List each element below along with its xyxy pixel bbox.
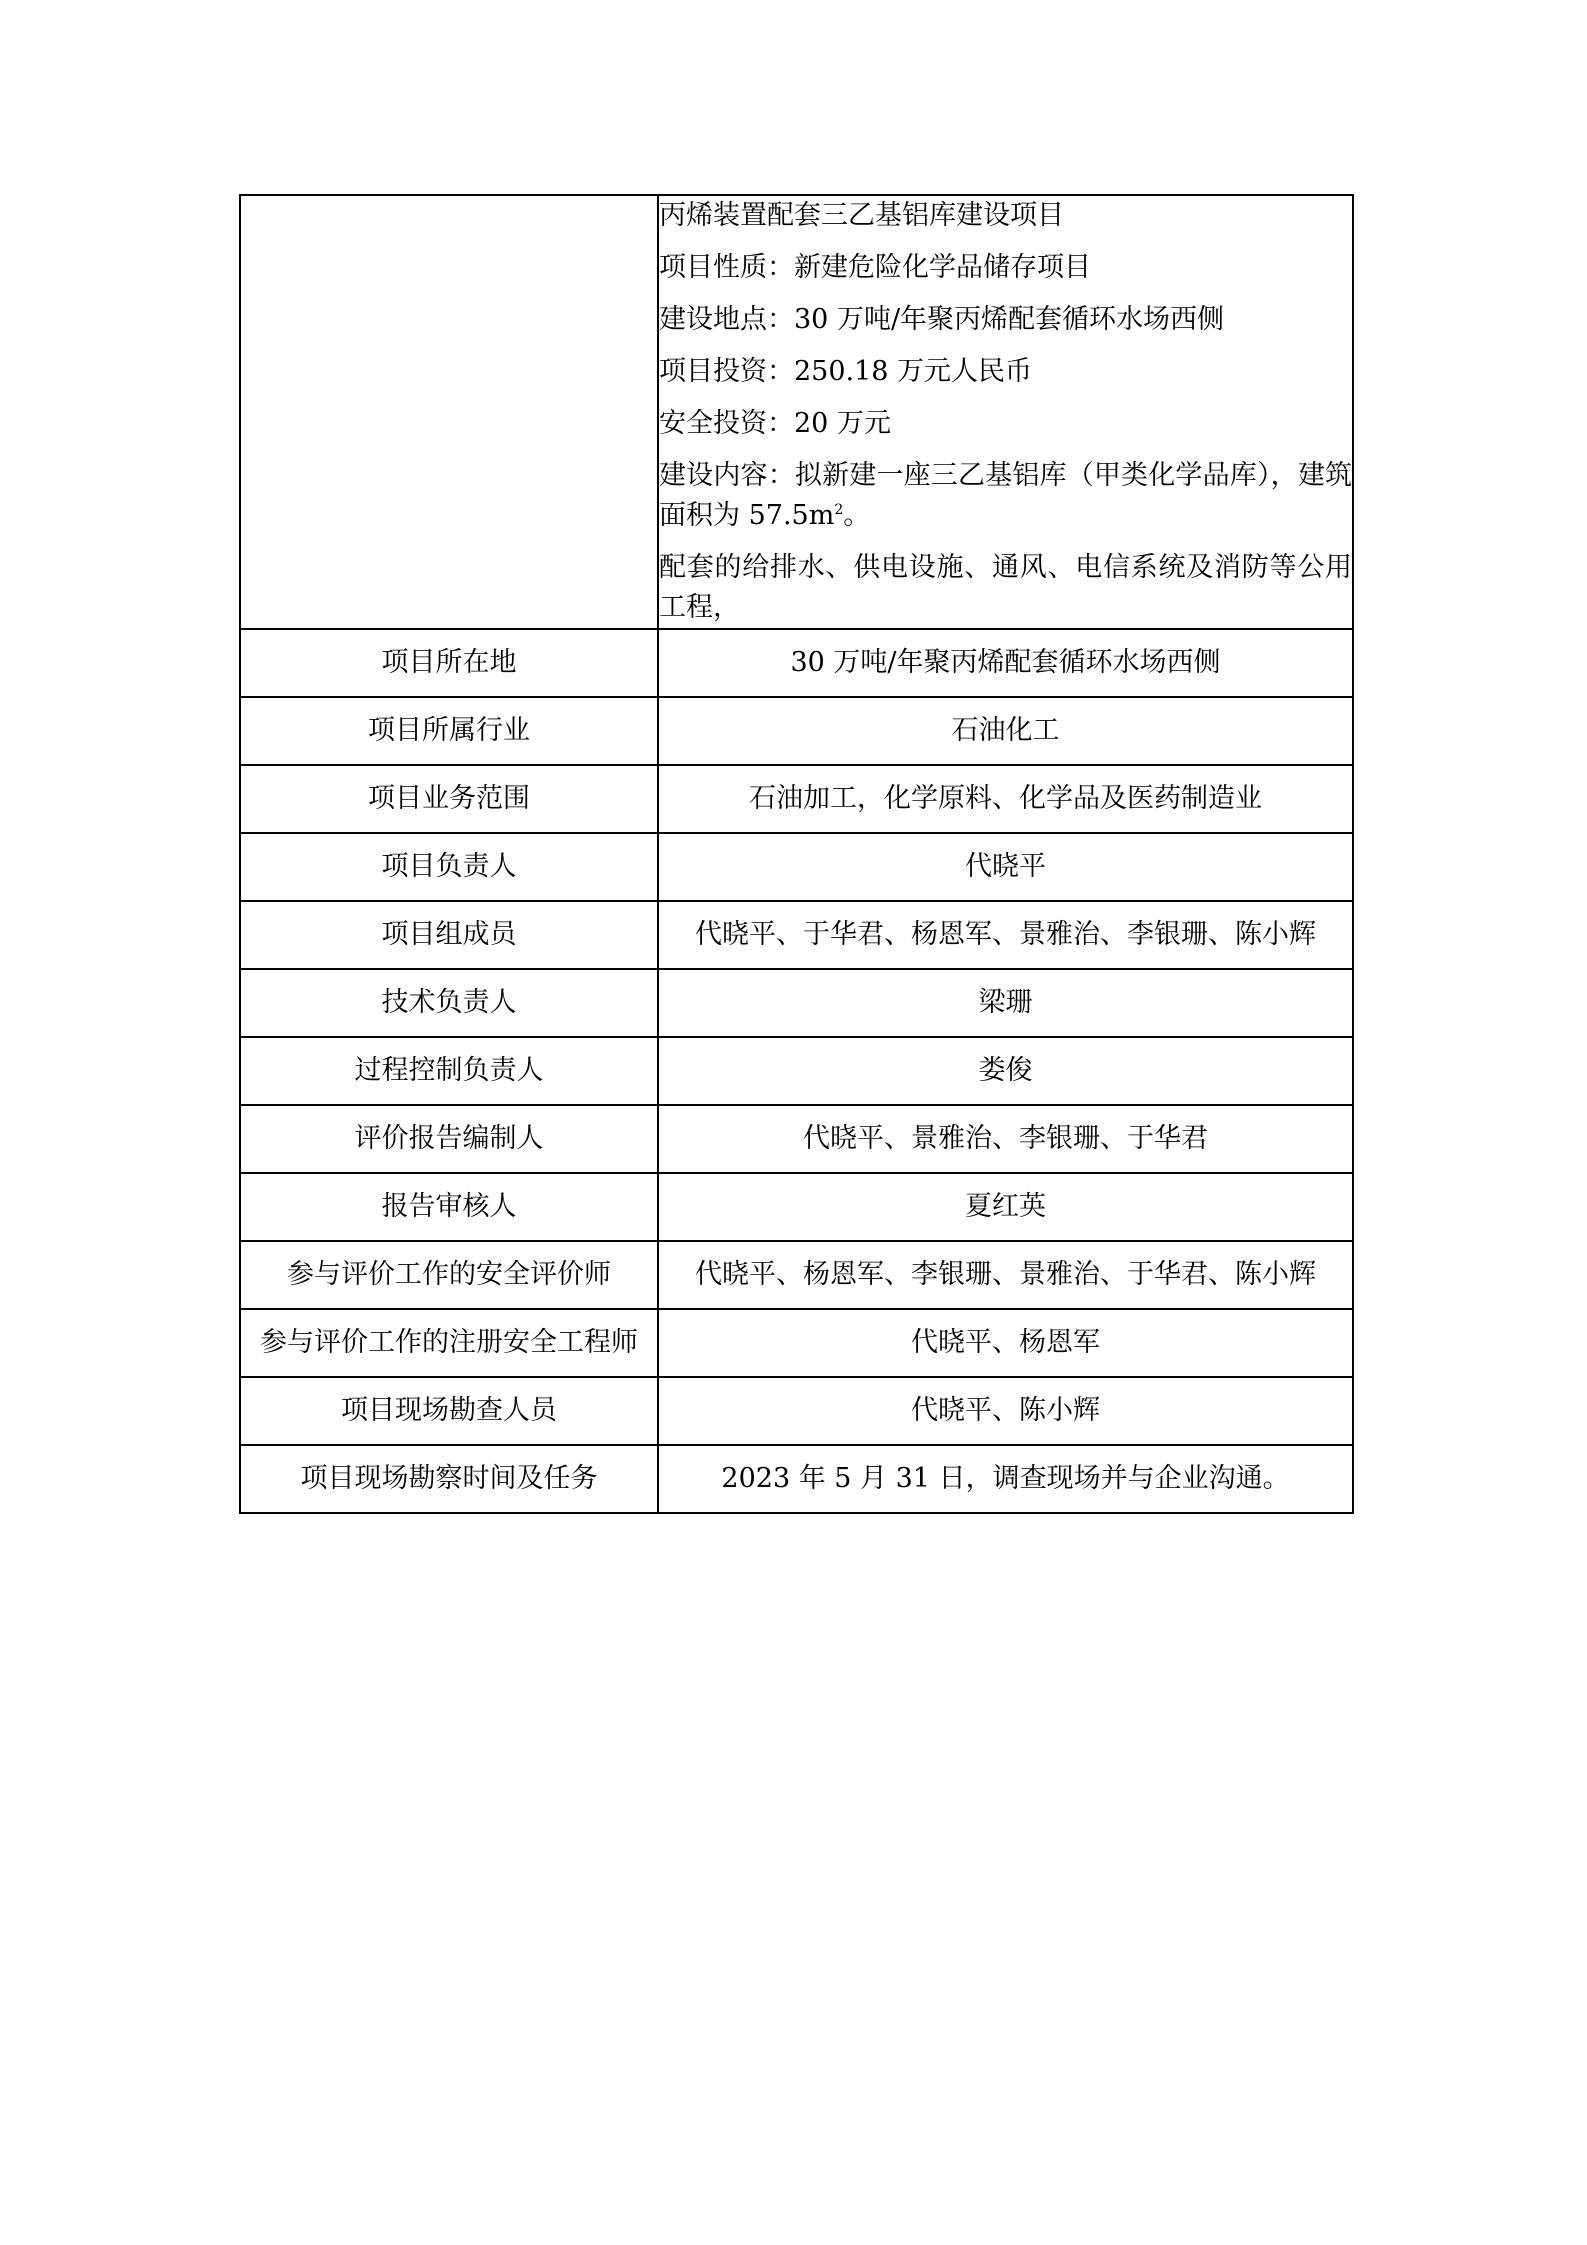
row-label: 报告审核人 <box>240 1173 658 1241</box>
row-value: 2023 年 5 月 31 日，调查现场并与企业沟通。 <box>658 1445 1353 1513</box>
construction-content-text: 建设内容：拟新建一座三乙基铝库（甲类化学品库），建筑面积为 57.5m <box>659 460 1352 531</box>
construction-content <box>659 456 1352 536</box>
row-label: 参与评价工作的注册安全工程师 <box>240 1309 658 1377</box>
table-row <box>240 1309 1353 1377</box>
overview-cell <box>658 195 1353 629</box>
table-row <box>240 969 1353 1037</box>
row-value: 代晓平、杨恩军、李银珊、景雅治、于华君、陈小辉 <box>658 1241 1353 1309</box>
row-value: 代晓平、于华君、杨恩军、景雅治、李银珊、陈小辉 <box>658 901 1353 969</box>
table-row <box>240 1105 1353 1173</box>
row-label: 项目负责人 <box>240 833 658 901</box>
safety-investment: 安全投资：20 万元 <box>659 408 891 439</box>
overview-row <box>240 195 1353 629</box>
row-label: 过程控制负责人 <box>240 1037 658 1105</box>
row-value: 梁珊 <box>658 969 1353 1037</box>
row-label: 项目所在地 <box>240 629 658 697</box>
row-value: 30 万吨/年聚丙烯配套循环水场西侧 <box>658 629 1353 697</box>
table-row <box>240 1377 1353 1445</box>
table-row <box>240 629 1353 697</box>
table-row <box>240 765 1353 833</box>
project-nature: 项目性质：新建危险化学品储存项目 <box>659 252 1091 283</box>
project-name: 丙烯装置配套三乙基铝库建设项目 <box>659 200 1064 231</box>
row-value: 代晓平、景雅治、李银珊、于华君 <box>658 1105 1353 1173</box>
row-value: 代晓平 <box>658 833 1353 901</box>
table-row <box>240 833 1353 901</box>
construction-content-end: 。 <box>843 500 871 531</box>
overview-label-cell <box>240 195 658 629</box>
row-label: 参与评价工作的安全评价师 <box>240 1241 658 1309</box>
area-unit-superscript: 2 <box>834 502 844 518</box>
row-value: 石油加工，化学原料、化学品及医药制造业 <box>658 765 1353 833</box>
table-row <box>240 901 1353 969</box>
row-label: 技术负责人 <box>240 969 658 1037</box>
row-value: 石油化工 <box>658 697 1353 765</box>
table-row <box>240 1037 1353 1105</box>
row-label: 评价报告编制人 <box>240 1105 658 1173</box>
construction-site: 建设地点：30 万吨/年聚丙烯配套循环水场西侧 <box>659 304 1225 335</box>
row-label: 项目现场勘查人员 <box>240 1377 658 1445</box>
table-row <box>240 697 1353 765</box>
table-row <box>240 1173 1353 1241</box>
supporting-facilities: 配套的给排水、供电设施、通风、电信系统及消防等公用工程， <box>659 552 1352 623</box>
row-label: 项目现场勘察时间及任务 <box>240 1445 658 1513</box>
row-label: 项目组成员 <box>240 901 658 969</box>
row-label: 项目业务范围 <box>240 765 658 833</box>
project-investment: 项目投资：250.18 万元人民币 <box>659 356 1033 387</box>
row-value: 代晓平、陈小辉 <box>658 1377 1353 1445</box>
row-label: 项目所属行业 <box>240 697 658 765</box>
row-value: 娄俊 <box>658 1037 1353 1105</box>
row-value: 夏红英 <box>658 1173 1353 1241</box>
table-row <box>240 1241 1353 1309</box>
row-value: 代晓平、杨恩军 <box>658 1309 1353 1377</box>
table-row <box>240 1445 1353 1513</box>
project-info-table <box>239 194 1354 1514</box>
